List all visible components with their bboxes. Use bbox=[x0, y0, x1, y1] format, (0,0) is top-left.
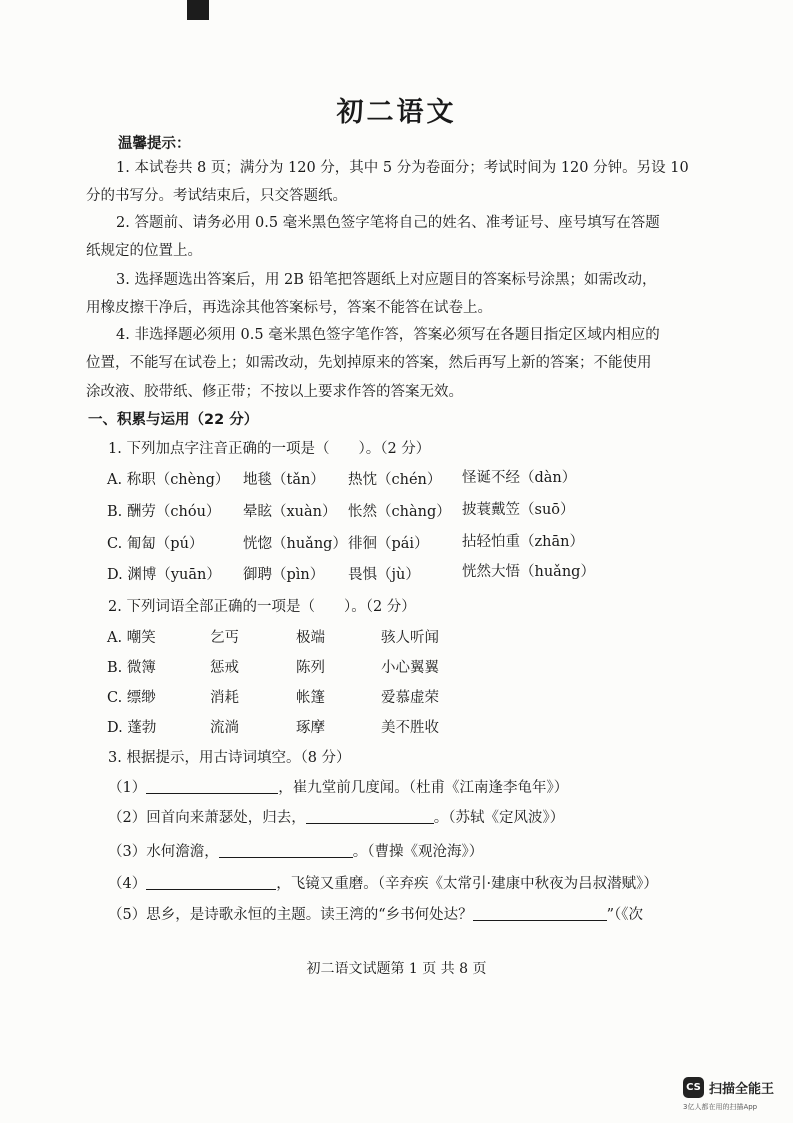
q3-item-3-blank[interactable] bbox=[219, 842, 353, 858]
q1-option-b-3: 怅然（chàng） bbox=[348, 504, 451, 520]
tips-line-9: 涂改液、胶带纸、修正带；不按以上要求作答的答案无效。 bbox=[86, 384, 463, 400]
q1-option-c-1: C. 匍匐（pú） bbox=[107, 536, 204, 552]
q3-item-2-blank[interactable] bbox=[306, 808, 434, 824]
q1-stem: 1. 下列加点字注音正确的一项是（ ）。（2 分） bbox=[108, 441, 431, 457]
q3-item-4-pre: （4） bbox=[108, 876, 147, 892]
q2-option-c-4: 爱慕虚荣 bbox=[381, 690, 439, 706]
q3-item-1-post: ，崔九堂前几度闻。（杜甫《江南逢李龟年》） bbox=[278, 780, 569, 796]
q1-option-b-2: 晕眩（xuàn） bbox=[243, 504, 337, 520]
q1-option-c-3: 徘徊（pái） bbox=[348, 536, 429, 552]
camscanner-logo-icon: CS bbox=[683, 1077, 704, 1098]
q3-item-3-post: 。（曹操《观沧海》） bbox=[352, 844, 484, 860]
q3-item-5 bbox=[108, 905, 643, 925]
q1-option-d-3: 畏惧（jù） bbox=[348, 567, 420, 583]
q2-option-d-1: D. 蓬勃 bbox=[107, 720, 157, 736]
q2-option-b-4: 小心翼翼 bbox=[381, 660, 439, 676]
q2-option-d-2: 流淌 bbox=[210, 720, 239, 736]
watermark-subtitle: 3亿人都在用的扫描App bbox=[683, 1103, 758, 1111]
q3-item-4-blank[interactable] bbox=[146, 874, 276, 890]
tips-line-5: 3. 选择题选出答案后，用 2B 铅笔把答题纸上对应题目的答案标号涂黑；如需改动， bbox=[116, 272, 657, 288]
q2-option-d-4: 美不胜收 bbox=[381, 720, 439, 736]
q3-item-5-blank[interactable] bbox=[473, 905, 607, 921]
q1-option-a-4: 怪诞不经（dàn） bbox=[462, 470, 577, 486]
tips-line-3: 2. 答题前、请务必用 0.5 毫米黑色签字笔将自己的姓名、准考证号、座号填写在答题 bbox=[116, 215, 660, 231]
q1-option-c-2: 恍惚（huǎng） bbox=[243, 536, 347, 552]
q3-item-1 bbox=[108, 778, 568, 798]
q2-option-c-2: 消耗 bbox=[210, 690, 239, 706]
q2-option-d-3: 琢摩 bbox=[296, 720, 325, 736]
q3-item-3 bbox=[108, 842, 483, 862]
q2-option-b-3: 陈列 bbox=[296, 660, 325, 676]
tips-line-8: 位置，不能写在试卷上；如需改动，先划掉原来的答案，然后再写上新的答案；不能使用 bbox=[86, 355, 652, 371]
q1-option-a-1: A. 称职（chèng） bbox=[107, 472, 230, 488]
page-title: 初二语文 bbox=[336, 97, 457, 128]
q1-option-a-3: 热忱（chén） bbox=[348, 472, 442, 488]
q3-item-1-pre: （1） bbox=[108, 780, 147, 796]
q1-option-c-4: 拈轻怕重（zhān） bbox=[462, 534, 584, 550]
section-heading: 一、积累与运用（22 分） bbox=[88, 412, 259, 428]
q1-option-d-4: 恍然大悟（huǎng） bbox=[462, 564, 595, 580]
q2-option-c-3: 帐篷 bbox=[296, 690, 325, 706]
tips-heading: 温馨提示： bbox=[118, 136, 191, 152]
q2-option-a-4: 骇人听闻 bbox=[381, 630, 439, 646]
q3-item-2-post: 。（苏轼《定风波》） bbox=[433, 810, 565, 826]
q3-item-5-post: ”（《次 bbox=[606, 907, 644, 923]
q2-stem: 2. 下列词语全部正确的一项是（ ）。（2 分） bbox=[108, 599, 416, 615]
q1-option-b-4: 披蓑戴笠（suō） bbox=[462, 502, 575, 518]
tips-line-6: 用橡皮擦干净后，再选涂其他答案标号，答案不能答在试卷上。 bbox=[86, 300, 492, 316]
tips-line-2: 分的书写分。考试结束后，只交答题纸。 bbox=[86, 188, 347, 204]
q1-option-d-2: 御聘（pìn） bbox=[243, 567, 325, 583]
tips-line-1: 1. 本试卷共 8 页；满分为 120 分，其中 5 分为卷面分；考试时间为 120 分钟。另设 10 bbox=[116, 160, 689, 176]
q3-item-4 bbox=[108, 874, 658, 894]
q3-stem: 3. 根据提示，用古诗词填空。（8 分） bbox=[108, 750, 351, 766]
q3-item-1-blank[interactable] bbox=[146, 778, 278, 794]
q2-option-a-3: 极端 bbox=[296, 630, 325, 646]
q3-item-3-pre: （3）水何澹澹， bbox=[108, 844, 219, 860]
tips-line-7: 4. 非选择题必须用 0.5 毫米黑色签字笔作答，答案必须写在各题目指定区域内相应的 bbox=[116, 327, 660, 343]
q3-item-5-pre: （5）思乡，是诗歌永恒的主题。读王湾的“乡书何处达？ bbox=[108, 907, 473, 923]
tips-line-4: 纸规定的位置上。 bbox=[86, 243, 202, 259]
q3-item-4-post: ，飞镜又重磨。（辛弃疾《太常引·建康中秋夜为吕叔潜赋》） bbox=[276, 876, 658, 892]
q1-option-a-2: 地毯（tǎn） bbox=[243, 472, 325, 488]
q2-option-b-2: 惩戒 bbox=[210, 660, 239, 676]
q1-option-b-1: B. 酬劳（chóu） bbox=[107, 504, 221, 520]
q3-item-2 bbox=[108, 808, 564, 828]
page-footer: 初二语文试题第 1 页 共 8 页 bbox=[306, 961, 487, 977]
q2-option-c-1: C. 缥缈 bbox=[107, 690, 156, 706]
q2-option-b-1: B. 微簿 bbox=[107, 660, 156, 676]
q2-option-a-1: A. 嘲笑 bbox=[107, 630, 156, 646]
q1-option-d-1: D. 渊博（yuān） bbox=[107, 567, 221, 583]
q3-item-2-pre: （2）回首向来萧瑟处，归去， bbox=[108, 810, 306, 826]
watermark-name: 扫描全能王 bbox=[709, 1082, 775, 1097]
scan-mark bbox=[187, 0, 209, 20]
q2-option-a-2: 乞丐 bbox=[210, 630, 239, 646]
